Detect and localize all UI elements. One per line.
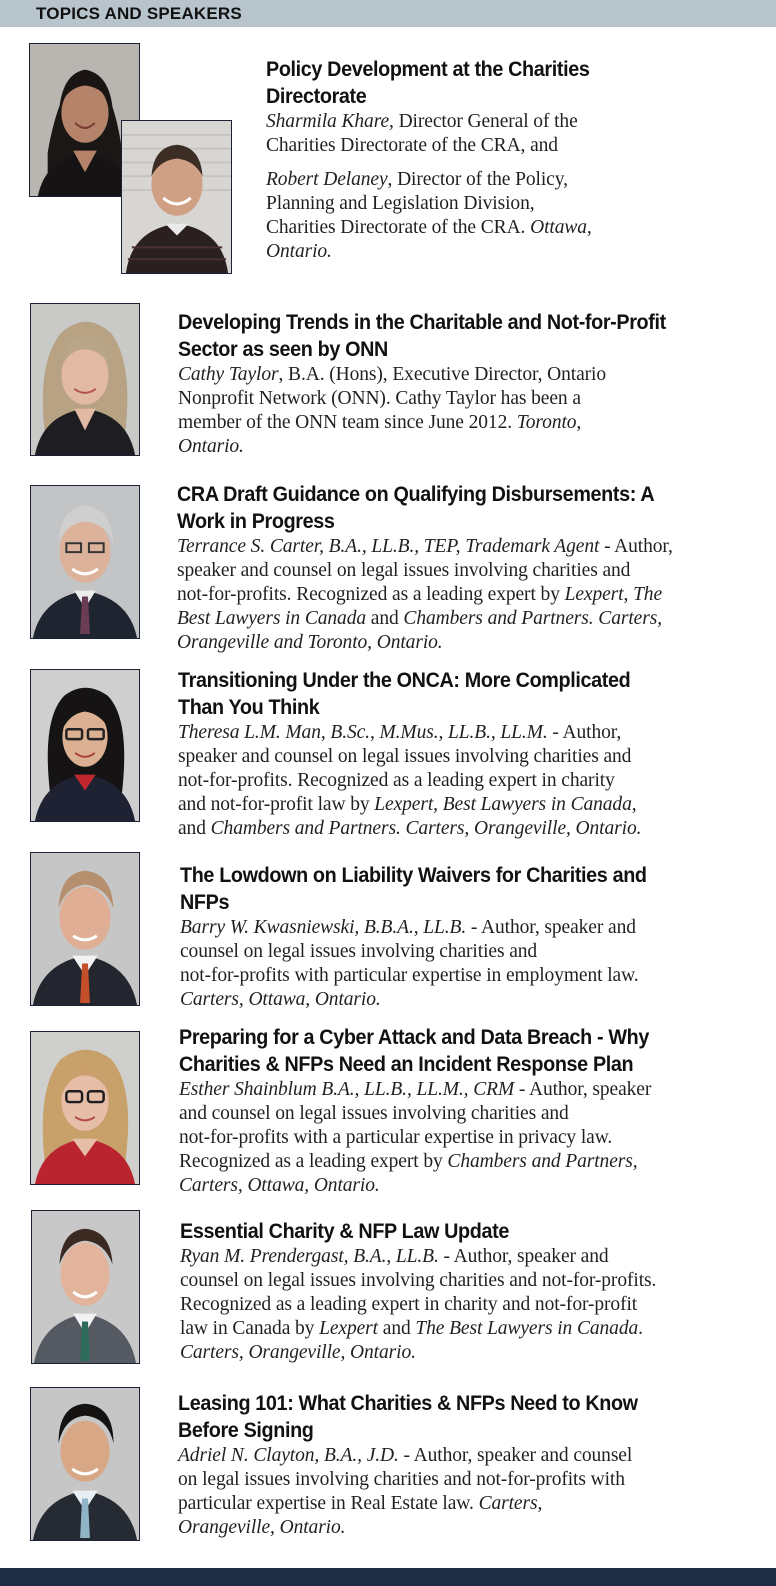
speaker-photo-delaney	[121, 120, 232, 274]
speaker-photo-prendergast	[31, 1210, 140, 1364]
publication-name: Lexpert	[319, 1318, 378, 1339]
session-topic	[179, 1024, 760, 1078]
bio-text: not-for-profits. Recognized as a leading expert by	[177, 584, 565, 605]
bio-text: Nonprofit Network (ONN). Cathy Taylor has been a	[178, 388, 581, 409]
topic-line: Than You Think	[178, 695, 320, 719]
session-topic	[180, 862, 761, 916]
session-leasing-101	[178, 1390, 763, 1540]
bio-text: member of the ONN team since June 2012.	[178, 412, 517, 433]
bio-text: particular expertise in Real Estate law.	[178, 1493, 479, 1514]
bio-text: , B.A. (Hons), Executive Director, Ontario	[278, 364, 606, 385]
bio-text: , Director of the Policy,	[387, 169, 568, 190]
session-policy-development	[266, 56, 756, 264]
publication-name: The	[633, 584, 663, 605]
session-cra-draft-guidance	[177, 481, 762, 655]
session-topic	[178, 1390, 759, 1444]
speaker-photo-kwasniewski	[30, 852, 140, 1006]
bio-text: and counsel on legal issues involving charities and	[179, 1103, 569, 1124]
speaker-location: Ontario.	[178, 436, 244, 457]
topic-line: Preparing for a Cyber Attack and Data Breach - Why	[179, 1025, 650, 1049]
speaker-photo-taylor	[30, 303, 140, 456]
bio-text: speaker and counsel on legal issues involving charities and	[177, 560, 631, 581]
speaker-photo-clayton	[30, 1387, 140, 1541]
bio-text: Recognized as a leading expert by	[179, 1151, 448, 1172]
publication-name: Chambers and Partners. Carters, Orangeville, Ontario.	[210, 818, 642, 839]
session-topic	[266, 56, 753, 110]
bio-text: counsel on legal issues involving charities and	[180, 941, 538, 962]
speaker-location: Ottawa,	[530, 217, 592, 238]
session-topic	[178, 667, 759, 721]
bio-text: ,	[631, 794, 637, 815]
bio-text: on legal issues involving charities and not-for-profits with	[178, 1469, 625, 1490]
bio-text: .	[638, 1318, 643, 1339]
topic-line: Developing Trends in the Charitable and Not-for-Profit	[178, 310, 666, 334]
bio-text: Recognized as a leading expert in charity and not-for-profit	[180, 1294, 638, 1315]
topic-line: NFPs	[180, 890, 230, 914]
speaker-location: Orangeville, Ontario.	[178, 1517, 346, 1538]
speaker-photo-shainblum	[30, 1031, 140, 1185]
speaker-bio	[180, 1245, 765, 1365]
topic-line: Leasing 101: What Charities & NFPs Need to Know	[178, 1391, 638, 1415]
speaker-bio	[180, 916, 765, 1012]
session-developing-trends	[178, 309, 758, 459]
topic-line: Directorate	[266, 84, 367, 108]
speaker-location: Carters, Orangeville, Ontario.	[180, 1342, 416, 1363]
publication-name: Lexpert	[564, 584, 624, 605]
section-title: TOPICS AND SPEAKERS	[36, 4, 242, 23]
speaker-location: Carters, Ottawa, Ontario.	[179, 1175, 380, 1196]
bio-text: and not-for-profit law by	[178, 794, 375, 815]
bio-text: - Author, speaker and counsel	[398, 1445, 633, 1466]
bio-text: not-for-profits. Recognized as a leading expert in charity	[178, 770, 615, 791]
bio-text: Planning and Legislation Division,	[266, 193, 535, 214]
speaker-location: Carters, Ottawa, Ontario.	[180, 989, 381, 1010]
bio-text: and	[178, 818, 211, 839]
bio-text: Director General of the	[393, 111, 578, 132]
footer-band	[0, 1568, 776, 1586]
speaker-bio	[266, 110, 756, 264]
topic-line: Work in Progress	[177, 509, 335, 533]
bio-text: - Author, speaker and	[466, 917, 636, 938]
publication-name: The Best Lawyers in Canada	[415, 1318, 639, 1339]
speaker-bio	[179, 1078, 764, 1198]
topic-line: Sector as seen by ONN	[178, 337, 388, 361]
session-topic	[180, 1218, 761, 1245]
speaker-location: Toronto,	[516, 412, 582, 433]
session-transitioning-onca	[178, 667, 763, 841]
session-law-update	[180, 1218, 765, 1365]
topic-line: CRA Draft Guidance on Qualifying Disbursements: A	[177, 482, 655, 506]
bio-text: ,	[623, 584, 634, 605]
bio-text: speaker and counsel on legal issues involving charities and	[178, 746, 632, 767]
speaker-bio	[178, 721, 763, 841]
speaker-bio	[177, 535, 762, 655]
speaker-name: Esther Shainblum B.A., LL.B., LL.M., CRM	[179, 1079, 515, 1100]
publication-name: Chambers and Partners. Carters,	[403, 608, 662, 629]
session-topic	[178, 309, 754, 363]
bio-text: - Author, speaker	[514, 1079, 652, 1100]
bio-text: not-for-profits with particular expertise in employment law.	[180, 965, 639, 986]
speaker-name: Ryan M. Prendergast, B.A., LL.B.	[180, 1246, 439, 1267]
speaker-name: Theresa L.M. Man, B.Sc., M.Mus., LL.B., LL.M.	[178, 722, 548, 743]
bio-text: Charities Directorate of the CRA.	[266, 217, 531, 238]
speaker-bio	[178, 363, 758, 459]
topic-line: Policy Development at the Charities	[266, 57, 590, 81]
session-cyber-attack	[179, 1024, 764, 1198]
speaker-bio	[178, 1444, 763, 1540]
bio-text: and	[377, 1318, 416, 1339]
session-liability-waivers	[180, 862, 765, 1012]
speaker-name: Terrance S. Carter, B.A., LL.B., TEP, Trademark Agent	[177, 536, 600, 557]
publication-name: Best Lawyers in Canada	[177, 608, 367, 629]
bio-text: - Author,	[599, 536, 673, 557]
bio-text: counsel on legal issues involving charities and not-for-profits.	[180, 1270, 657, 1291]
topic-line: Essential Charity & NFP Law Update	[180, 1219, 509, 1243]
bio-text: law in Canada by	[180, 1318, 320, 1339]
speaker-location: Orangeville and Toronto, Ontario.	[177, 632, 443, 653]
topic-line: Transitioning Under the ONCA: More Complicated	[178, 668, 631, 692]
publication-name: Chambers and Partners,	[447, 1151, 638, 1172]
speaker-location: Ontario.	[266, 241, 332, 262]
speaker-photo-man	[30, 669, 140, 822]
topic-line: Charities & NFPs Need an Incident Response Plan	[179, 1052, 634, 1076]
bio-text: - Author, speaker and	[438, 1246, 609, 1267]
speaker-name: Robert Delaney	[266, 169, 388, 190]
speaker-name: Cathy Taylor	[178, 364, 279, 385]
bio-text: not-for-profits with a particular expertise in privacy law.	[179, 1127, 613, 1148]
speaker-photo-carter	[30, 485, 140, 639]
bio-text: and	[366, 608, 404, 629]
topic-line: Before Signing	[178, 1418, 314, 1442]
speaker-name: Sharmila Khare,	[266, 111, 394, 132]
speaker-location: Carters,	[478, 1493, 543, 1514]
topic-line: The Lowdown on Liability Waivers for Charities and	[180, 863, 647, 887]
speaker-name: Barry W. Kwasniewski, B.B.A., LL.B.	[180, 917, 467, 938]
section-header	[0, 0, 776, 27]
publication-name: Lexpert, Best Lawyers in Canada	[374, 794, 632, 815]
speaker-name: Adriel N. Clayton, B.A., J.D.	[178, 1445, 399, 1466]
bio-text: Charities Directorate of the CRA, and	[266, 135, 558, 156]
session-topic	[177, 481, 758, 535]
bio-text: - Author,	[547, 722, 622, 743]
